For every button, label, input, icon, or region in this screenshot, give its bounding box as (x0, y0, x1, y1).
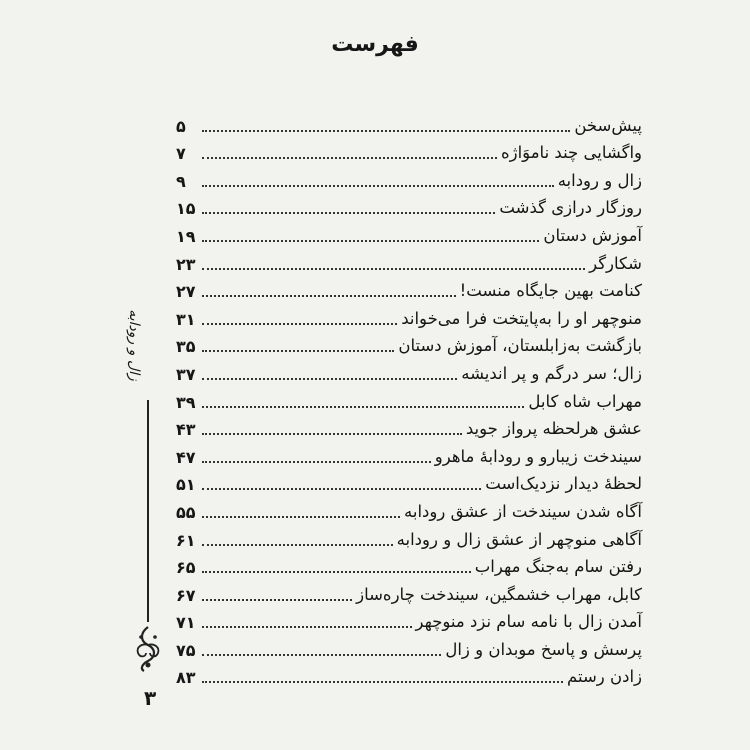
toc-entry (176, 108, 642, 136)
toc-entry-title: عشق هرلحظه پرواز جوید (465, 419, 642, 439)
dot-leader (202, 571, 471, 573)
toc-entry (176, 522, 642, 550)
toc-page-number: ۷۱ (176, 613, 196, 633)
toc-entry-title: لحظهٔ دیدار نزدیک‌است (485, 474, 642, 494)
dot-leader (202, 350, 394, 352)
toc-entry (176, 246, 642, 274)
toc-entry-title: زال؛ سر درگم و پر اندیشه (461, 363, 642, 383)
dot-leader (202, 212, 495, 214)
toc-entry (176, 163, 642, 191)
toc-entry-title: روزگار درازی گذشت (499, 198, 642, 218)
dot-leader (202, 516, 400, 518)
toc-page-number: ۳۷ (176, 364, 196, 384)
toc-entry (176, 136, 642, 164)
dot-leader (202, 130, 570, 132)
toc-entry-title: کنامت بهین جایگاه منست! (459, 281, 642, 301)
dot-leader (202, 654, 441, 656)
toc-entry-title: زادن رستم (566, 667, 642, 687)
toc-entry-title: آگاهی منوچهر از عشق زال و رودابه (396, 529, 642, 549)
toc-page-number: ۳۹ (176, 392, 196, 412)
toc-page-number: ۷۵ (176, 640, 196, 660)
toc-entry (176, 191, 642, 219)
toc-page-number: ۱۵ (176, 199, 196, 219)
dot-leader (202, 681, 563, 683)
dot-leader (202, 323, 397, 325)
toc-page-number: ۳۱ (176, 309, 196, 329)
toc-entry-title: آمدن زال با نامه سام نزد منوچهر (415, 612, 642, 632)
toc-page-number: ۹ (176, 171, 186, 191)
toc-page-number: ۱۹ (176, 226, 196, 246)
toc-entry (176, 605, 642, 633)
toc-entry (176, 439, 642, 467)
toc-entry (176, 301, 642, 329)
toc-entry-title: بازگشت به‌زابلستان، آموزش دستان (398, 336, 642, 356)
page-number: ۳ (144, 686, 157, 710)
dot-leader (202, 157, 497, 159)
toc-entry-title: مهراب شاه کابل (528, 391, 642, 411)
toc-entry (176, 494, 642, 522)
toc-page-number: ۴۷ (176, 447, 196, 467)
dot-leader (202, 268, 585, 270)
toc-page-number: ۷ (176, 144, 186, 164)
toc-page-number: ۶۱ (176, 530, 196, 550)
toc-entry (176, 577, 642, 605)
toc-page-number: ۵۵ (176, 502, 196, 522)
dot-leader (202, 599, 352, 601)
dot-leader (202, 378, 457, 380)
toc-page-number: ۸۳ (176, 668, 196, 688)
toc-entry (176, 660, 642, 688)
dot-leader (202, 626, 412, 628)
toc-entry-title: کابل، مهراب خشمگین، سیندخت چاره‌ساز (356, 584, 642, 604)
toc-entry-title: سیندخت زیبارو و رودابهٔ ماهرو (434, 446, 642, 466)
toc-entry-title: رفتن سام به‌جنگ مهراب (474, 557, 642, 577)
page-title: فهرست (331, 32, 419, 57)
toc-entry-title: منوچهر او را به‌پایتخت فرا می‌خواند (401, 308, 642, 328)
toc-entry-title: آگاه شدن سیندخت از عشق رودابه (404, 501, 642, 521)
toc-entry (176, 274, 642, 302)
toc-entry-title: واگشایی چند ناموَاژه (500, 143, 642, 163)
toc-entry (176, 467, 642, 495)
toc-entry (176, 218, 642, 246)
toc-page-number: ۵ (176, 116, 186, 136)
toc-entry (176, 550, 642, 578)
ornament-icon (130, 625, 166, 673)
running-book-title: زال و رودابه (126, 309, 142, 381)
toc-page-number: ۲۳ (176, 254, 196, 274)
toc-page-number: ۵۱ (176, 475, 196, 495)
toc-entry (176, 632, 642, 660)
dot-leader (202, 433, 462, 435)
toc-page-number: ۶۵ (176, 558, 196, 578)
dot-leader (202, 406, 524, 408)
toc-entry (176, 384, 642, 412)
toc-entry (176, 329, 642, 357)
toc-entry-title: پرسش و پاسخ موبدان و زال (445, 639, 642, 659)
toc-entry (176, 412, 642, 440)
toc-entry-title: پیش‌سخن (574, 115, 642, 135)
vertical-rule (147, 400, 149, 622)
toc-entry-title: آموزش دستان (543, 225, 642, 245)
dot-leader (202, 240, 539, 242)
toc-page-number: ۴۳ (176, 420, 196, 440)
dot-leader (202, 461, 431, 463)
toc-page-number: ۲۷ (176, 282, 196, 302)
dot-leader (202, 185, 554, 187)
table-of-contents (176, 108, 642, 687)
toc-entry-title: شکارگر (589, 253, 642, 273)
dot-leader (202, 544, 393, 546)
toc-entry (176, 356, 642, 384)
toc-entry-title: زال و رودابه (557, 170, 642, 190)
dot-leader (202, 295, 456, 297)
toc-page-number: ۳۵ (176, 337, 196, 357)
toc-page-number: ۶۷ (176, 585, 196, 605)
dot-leader (202, 488, 481, 490)
